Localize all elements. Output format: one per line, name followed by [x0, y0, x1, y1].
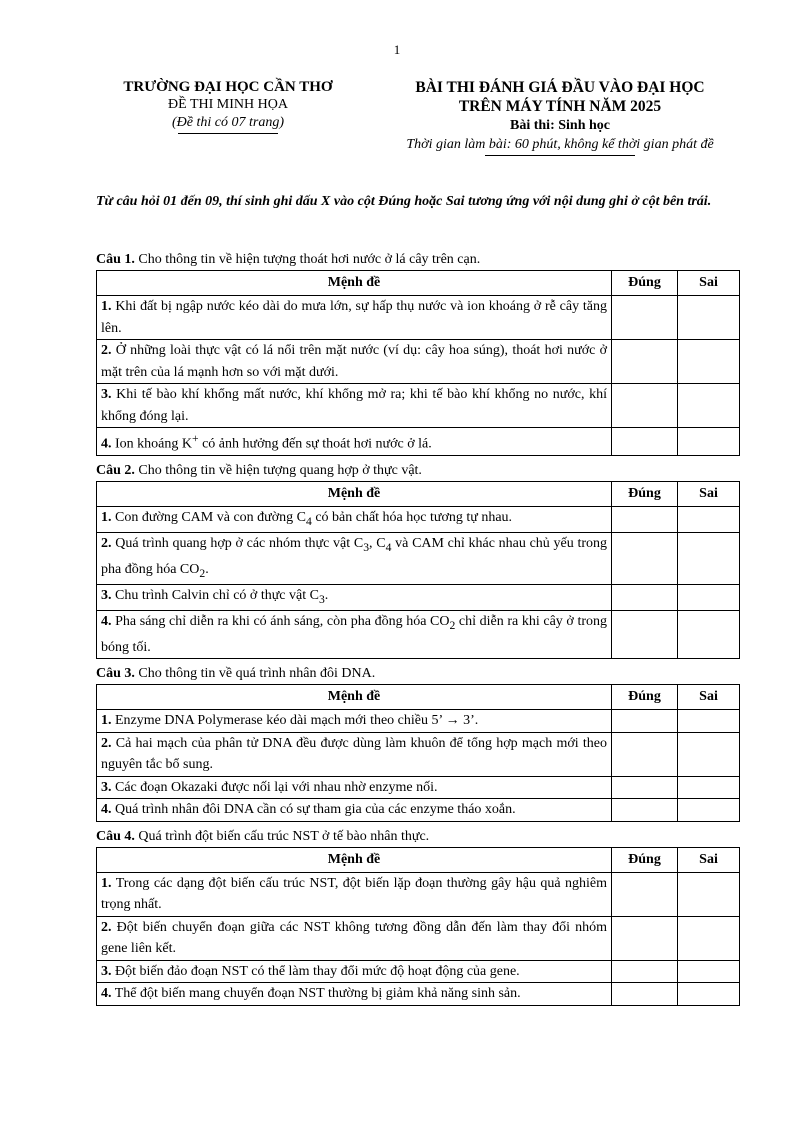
- question-table: [96, 481, 740, 659]
- statement-cell: [97, 916, 612, 960]
- statement-row: [97, 428, 740, 456]
- statement-text: Trong các dạng đột biến cấu trúc NST, đột biến lặp đoạn thường gây hậu quả nghiêm trọng nhất.: [101, 875, 608, 913]
- false-answer-cell[interactable]: [678, 983, 740, 1006]
- statement-row: [97, 916, 740, 960]
- exam-title-line2: TRÊN MÁY TÍNH NĂM 2025: [458, 98, 662, 115]
- question-title: [96, 461, 739, 481]
- exam-title-line1: BÀI THI ĐÁNH GIÁ ĐẦU VÀO ĐẠI HỌC: [415, 79, 705, 96]
- page-number: 1: [393, 42, 401, 57]
- false-answer-cell[interactable]: [678, 872, 740, 916]
- statement-text-after: có bản chất hóa học tương tự nhau.: [311, 510, 513, 526]
- statement-text-after: chỉ diễn ra khi cây ở trong bóng tối.: [101, 614, 607, 655]
- statement-text-mid2: và CAM chỉ khác nhau chủ yếu trong pha đồng hóa CO: [101, 536, 608, 577]
- true-answer-cell[interactable]: [612, 384, 678, 428]
- statement-text: Cả hai mạch của phân tử DNA đều được dùng làm khuôn để tổng hợp mạch mới theo nguyên tắc bổ sung.: [101, 735, 607, 773]
- true-answer-cell[interactable]: [612, 507, 678, 533]
- false-answer-cell[interactable]: [678, 960, 740, 983]
- statement-header: Mệnh đề: [97, 271, 612, 296]
- false-answer-cell[interactable]: [678, 384, 740, 428]
- statement-row: [97, 296, 740, 340]
- false-answer-cell[interactable]: [678, 533, 740, 585]
- questions-container: [96, 250, 739, 1011]
- statement-number: 3.: [101, 387, 112, 402]
- table-header-row: [97, 271, 740, 296]
- header-right: [380, 78, 740, 156]
- statement-row: [97, 732, 740, 776]
- statement-row: [97, 611, 740, 659]
- statement-text: Khi tế bào khí khổng mất nước, khí khổng mở ra; khi tế bào khí khổng no nước, khí khổng đóng lại.: [101, 387, 608, 424]
- statement-sub: 3: [363, 541, 370, 555]
- table-header-row: [97, 847, 740, 872]
- true-header: Đúng: [612, 847, 678, 872]
- statement-cell: [97, 983, 612, 1006]
- false-header: Sai: [678, 847, 740, 872]
- question-text: Cho thông tin về hiện tượng thoát hơi nước ở lá cây trên cạn.: [138, 252, 481, 267]
- statement-text: Đột biến chuyển đoạn giữa các NST không tương đồng dẫn đến làm thay đổi nhóm gene liên kết.: [101, 919, 608, 957]
- exam-subject: Bài thi: Sinh học: [510, 118, 610, 133]
- false-answer-cell[interactable]: [678, 916, 740, 960]
- statement-cell: [97, 710, 612, 733]
- statement-text-after: có ảnh hưởng đến sự thoát hơi nước ở lá.: [198, 436, 432, 452]
- true-answer-cell[interactable]: [612, 732, 678, 776]
- false-header: Sai: [678, 685, 740, 710]
- statement-cell: [97, 428, 612, 456]
- statement-number: 4.: [101, 802, 112, 818]
- true-answer-cell[interactable]: [612, 533, 678, 585]
- false-answer-cell[interactable]: [678, 585, 740, 611]
- true-answer-cell[interactable]: [612, 776, 678, 799]
- statement-text-before: Pha sáng chỉ diễn ra khi có ánh sáng, còn pha đồng hóa CO: [115, 614, 450, 630]
- true-answer-cell[interactable]: [612, 799, 678, 822]
- statement-sub3: 2: [199, 566, 206, 580]
- false-header: Sai: [678, 482, 740, 507]
- true-header: Đúng: [612, 482, 678, 507]
- statement-row: [97, 710, 740, 733]
- statement-cell: [97, 732, 612, 776]
- instruction: Từ câu hỏi 01 đến 09, thí sinh ghi dấu X vào cột Đúng hoặc Sai tương ứng với nội dung ghi ở cột bên trái.: [96, 194, 712, 209]
- statement-sub2: 4: [385, 541, 392, 555]
- statement-cell: [97, 507, 612, 533]
- statement-number: 2.: [101, 735, 112, 751]
- statement-row: [97, 799, 740, 822]
- statement-number: 2.: [101, 919, 112, 935]
- statement-number: 4.: [101, 986, 112, 1002]
- statement-text: Đột biến đảo đoạn NST có thể làm thay đổi mức độ hoạt động của gene.: [115, 963, 520, 979]
- true-answer-cell[interactable]: [612, 916, 678, 960]
- question-text: Quá trình đột biến cấu trúc NST ở tế bào nhân thực.: [138, 828, 430, 844]
- true-answer-cell[interactable]: [612, 960, 678, 983]
- statement-text-after: .: [324, 588, 329, 604]
- question-text: Cho thông tin về hiện tượng quang hợp ở thực vật.: [138, 463, 422, 479]
- statement-cell: [97, 340, 612, 384]
- false-answer-cell[interactable]: [678, 296, 740, 340]
- statement-cell: [97, 384, 612, 428]
- statement-cell: [97, 799, 612, 822]
- statement-sub: 2: [449, 619, 456, 633]
- statement-cell: [97, 776, 612, 799]
- true-answer-cell[interactable]: [612, 296, 678, 340]
- question-table: [96, 847, 740, 1006]
- pages-note: (Đề thi có 07 trang): [172, 115, 284, 130]
- statement-number: 1.: [101, 510, 112, 526]
- statement-cell: [97, 872, 612, 916]
- statement-cell: [97, 960, 612, 983]
- statement-row: [97, 585, 740, 611]
- statement-cell: [97, 585, 612, 611]
- true-answer-cell[interactable]: [612, 585, 678, 611]
- statement-text-before: Con đường CAM và con đường C: [115, 510, 306, 526]
- statement-text: Thể đột biến mang chuyển đoạn NST thường bị giảm khả năng sinh sản.: [114, 986, 521, 1002]
- exam-kind: ĐỀ THI MINH HỌA: [168, 97, 288, 112]
- statement-number: 1.: [101, 875, 112, 891]
- statement-sub: 4: [305, 514, 312, 528]
- statement-header: Mệnh đề: [97, 847, 612, 872]
- statement-text: Quá trình nhân đôi DNA cần có sự tham gia của các enzyme tháo xoắn.: [115, 802, 516, 818]
- statement-text-mid: , C: [369, 536, 386, 552]
- statement-text: Khi đất bị ngập nước kéo dài do mưa lớn, sự hấp thụ nước và ion khoáng ở rễ cây tăng lên.: [101, 299, 608, 336]
- true-answer-cell[interactable]: [612, 340, 678, 384]
- statement-row: [97, 340, 740, 384]
- false-answer-cell[interactable]: [678, 799, 740, 822]
- question-label: Câu 4.: [96, 828, 135, 844]
- statement-row: [97, 507, 740, 533]
- statement-row: [97, 776, 740, 799]
- statement-number: 4.: [101, 614, 112, 630]
- question-title: [96, 250, 739, 270]
- question-title: [96, 827, 739, 847]
- statement-number: 3.: [101, 779, 112, 795]
- false-answer-cell[interactable]: [678, 611, 740, 659]
- false-answer-cell[interactable]: [678, 507, 740, 533]
- statement-header: Mệnh đề: [97, 685, 612, 710]
- statement-text: Các đoạn Okazaki được nối lại với nhau nhờ enzyme nối.: [115, 779, 438, 795]
- statement-number: 3.: [101, 963, 112, 979]
- false-answer-cell[interactable]: [678, 732, 740, 776]
- statement-text-before: Ion khoáng K: [115, 436, 192, 452]
- question-table: [96, 270, 740, 456]
- question-label: Câu 2.: [96, 463, 135, 479]
- statement-text: Enzyme DNA Polymerase kéo dài mạch mới theo chiều 5’ → 3’.: [115, 713, 479, 729]
- statement-number: 4.: [101, 436, 112, 452]
- question-text: Cho thông tin về quá trình nhân đôi DNA.: [138, 666, 376, 682]
- true-answer-cell[interactable]: [612, 983, 678, 1006]
- true-header: Đúng: [612, 685, 678, 710]
- statement-text-after: .: [205, 561, 209, 577]
- true-answer-cell[interactable]: [612, 710, 678, 733]
- statement-sub: 3: [318, 592, 325, 606]
- statement-cell: [97, 296, 612, 340]
- header-left: [96, 78, 360, 134]
- false-answer-cell[interactable]: [678, 340, 740, 384]
- false-header: Sai: [678, 271, 740, 296]
- false-answer-cell[interactable]: [678, 428, 740, 456]
- question-label: Câu 1.: [96, 252, 135, 267]
- statement-text-before: Chu trình Calvin chỉ có ở thực vật C: [115, 588, 319, 604]
- statement-row: [97, 983, 740, 1006]
- header-left-divider: [178, 133, 278, 134]
- school-name: TRƯỜNG ĐẠI HỌC CẦN THƠ: [123, 79, 333, 95]
- false-answer-cell[interactable]: [678, 776, 740, 799]
- question-label: Câu 3.: [96, 666, 135, 682]
- exam-duration: Thời gian làm bài: 60 phút, không kể thời gian phát đề: [406, 137, 714, 152]
- statement-row: [97, 533, 740, 585]
- statement-number: 1.: [101, 299, 112, 314]
- statement-text-before: Quá trình quang hợp ở các nhóm thực vật C: [115, 536, 364, 552]
- false-answer-cell[interactable]: [678, 710, 740, 733]
- statement-number: 2.: [101, 536, 112, 552]
- statement-row: [97, 872, 740, 916]
- true-header: Đúng: [612, 271, 678, 296]
- question-table: [96, 684, 740, 822]
- table-header-row: [97, 685, 740, 710]
- statement-number: 1.: [101, 713, 112, 729]
- question-title: [96, 664, 739, 684]
- true-answer-cell[interactable]: [612, 428, 678, 456]
- statement-cell: [97, 533, 612, 585]
- statement-header: Mệnh đề: [97, 482, 612, 507]
- statement-cell: [97, 611, 612, 659]
- true-answer-cell[interactable]: [612, 611, 678, 659]
- true-answer-cell[interactable]: [612, 872, 678, 916]
- statement-row: [97, 384, 740, 428]
- statement-row: [97, 960, 740, 983]
- statement-sup: +: [192, 432, 199, 445]
- header-right-divider: [485, 155, 635, 156]
- statement-text: Ở những loài thực vật có lá nổi trên mặt nước (ví dụ: cây hoa súng), thoát hơi nước ở mặt trên của lá mạnh hơn so với mặt dưới.: [101, 343, 607, 380]
- statement-number: 3.: [101, 588, 112, 604]
- statement-number: 2.: [101, 343, 112, 358]
- table-header-row: [97, 482, 740, 507]
